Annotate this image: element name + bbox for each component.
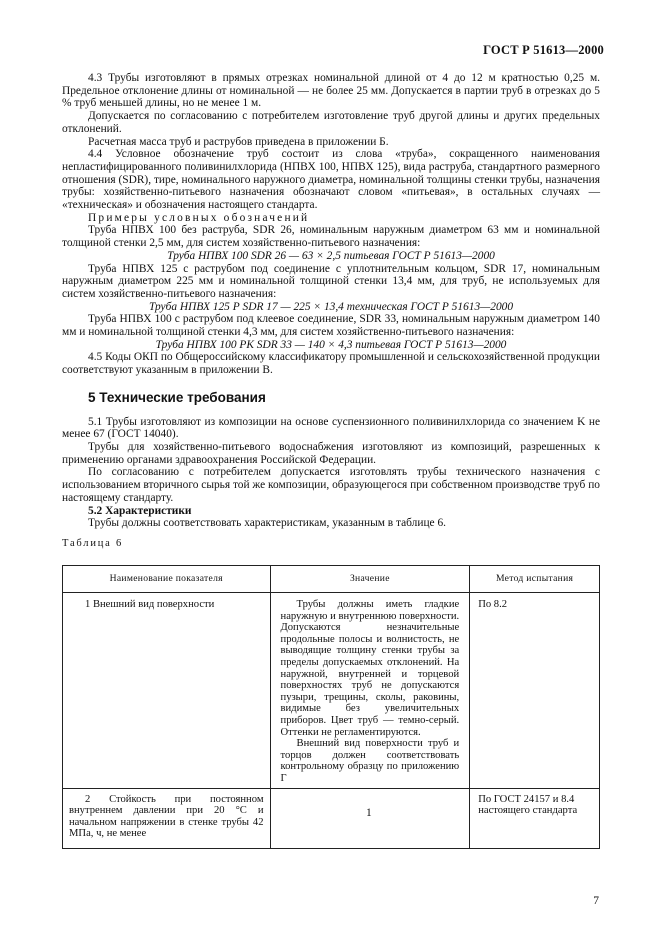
example-2-code: Труба НПВХ 125 Р SDR 17 — 225 × 13,4 техническая ГОСТ Р 51613—2000 [148,300,514,313]
examples-title: Примеры условных обозначений [88,211,310,224]
paragraph-5-2: Трубы должны соответствовать характеристикам, указанным в таблице 6. [88,517,447,530]
table-header-row [63,566,600,593]
row-2-indicator [63,788,271,848]
section-5-title: 5 Технические требования [88,389,266,405]
paragraph-5-1-c: По согласованию с потребителем допускается изготовлять трубы технического назначения с использованием вторичного сырья той же композиции, образующегося при собственном производстве труб по настоящему стандарту. [62,466,600,504]
paragraph-5-1: 5.1 Трубы изготовляют из композиции на основе суспензионного поливинилхлорида со значением K не менее 67 (ГОСТ 14040). [62,415,600,441]
paragraph-4-5: 4.5 Коды ОКП по Общероссийскому классификатору промышленной и сельскохозяйственной продукции соответствуют указанным в приложении В. [62,351,600,377]
example-3-code: Труба НПВХ 100 РК SDR 33 — 140 × 4,3 питьевая ГОСТ Р 51613—2000 [155,338,507,351]
column-header-method: Метод испытания [470,566,600,593]
example-3: Труба НПВХ 100 с раструбом под клеевое соединение, SDR 33, номинальным наружным диаметром 140 мм и номинальной толщиной стенки 4,3 мм, для систем хозяйственно-питьевого назначения: [62,313,600,339]
paragraph-4-3: 4.3 Трубы изготовляют в прямых отрезках номинальной длиной от 4 до 12 м кратностью 0,25 м. Предельное отклонение длины от номинальной — не более 25 мм. Допускается в партии труб в отрезках до 5 % труб меньшей длины, но не менее 1 м. [62,72,600,110]
paragraph-4-4: 4.4 Условное обозначение труб состоит из слова «труба», сокращенного наименования непластифицированного поливинилхлорида (НПВХ 100, НПВХ 125), вида раструба, стандартного размерного отношения (SDR), тире, номинального наружного диаметра, номинальной толщины стенки трубы, назначения трубы: хозяйственно-питьевого назначения обозначают словом «питьевая», в остальных случаях — «техническая» и обозначения настоящего стандарта. [62,148,600,212]
row-1-value-text-b: Внешний вид поверхности труб и торцов должен соответствовать контрольному образцу по приложению Г [280,738,460,784]
row-2-method: По ГОСТ 24157 и 8.4 настоящего стандарта [470,788,600,848]
paragraph-5-1-b: Трубы для хозяйственно-питьевого водоснабжения изготовляют из композиций, разрешенных к применению органами здравоохранения Российской Федерации. [62,440,600,466]
column-header-indicator: Наименование показателя [63,566,271,593]
table-row [63,593,600,789]
row-2-indicator-text: 2 Стойкость при постоянном внутреннем давлении при 20 °С и начальном напряжении в стенке трубы 42 МПа, ч, не менее [69,793,264,840]
column-header-value: Значение [270,566,470,593]
example-1-code: Труба НПВХ 100 SDR 26 — 63 × 2,5 питьевая ГОСТ Р 51613—2000 [167,249,495,262]
row-1-indicator-text: 1 Внешний вид поверхности [85,599,215,610]
body-text [62,72,600,556]
row-1-method: По 8.2 [470,593,600,789]
page-number: 7 [593,895,599,907]
row-1-value [270,593,470,789]
paragraph-mass: Расчетная масса труб и раструбов приведена в приложении Б. [88,135,389,148]
row-2-value-number: 1 [366,807,372,819]
row-1-indicator [63,593,271,789]
example-2: Труба НПВХ 125 с раструбом под соединение с уплотнительным кольцом, SDR 17, номинальным наружным диаметром 225 мм и номинальной толщиной стенки 13,4 мм, для труб, не используемых для систем хозяйственно-питьевого назначения: [62,262,600,300]
paragraph-4-3-note: Допускается по согласованию с потребителем изготовление труб другой длины и других предельных отклонений. [62,110,600,135]
subsection-5-2-title: 5.2 Характеристики [88,504,192,517]
table-row [63,788,600,848]
row-1-value-text-a: Трубы должны иметь гладкие наружную и внутреннюю поверхности. Допускаются незначительные продольные полосы и волнистость, не выводящие толщину стенки трубы за пределы допускаемых отклонений. На наружной, внутренней и торцевой поверхностях труб не допускаются пузыри, трещины, сколы, раковины, видимые без увеличительных приборов. Цвет труб — темно-серый. Оттенки не регламентируются. [280,599,460,738]
table-caption: Таблица 6 [62,537,124,549]
standard-header: ГОСТ Р 51613—2000 [483,43,604,57]
example-1: Труба НПВХ 100 без раструба, SDR 26, номинальным наружным диаметром 63 мм и номинальной толщиной стенки 2,5 мм, для систем хозяйственно-питьевого назначения: [62,224,600,250]
table-6 [62,565,600,849]
